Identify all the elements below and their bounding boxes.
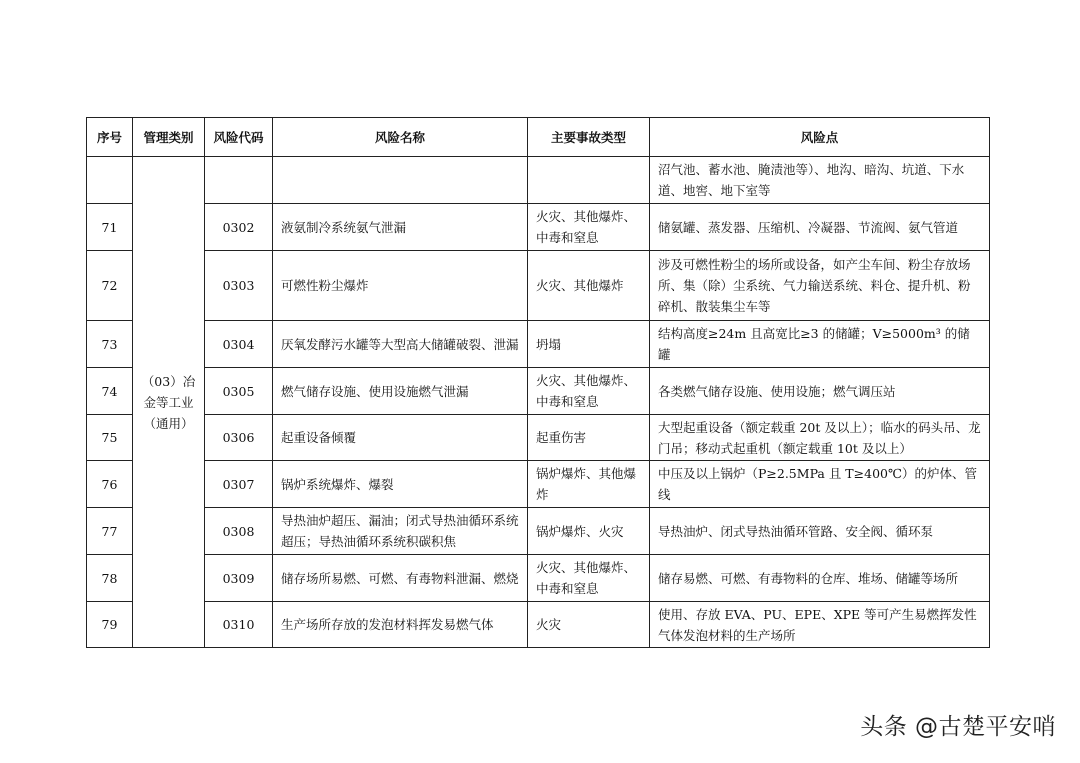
cell-accident-type: 起重伤害	[528, 415, 650, 461]
cell-risk-points: 使用、存放 EVA、PU、EPE、XPE 等可产生易燃挥发性气体发泡材料的生产场所	[650, 602, 990, 648]
cell-code: 0303	[205, 251, 273, 321]
header-name: 风险名称	[273, 118, 528, 157]
cell-code: 0309	[205, 555, 273, 602]
cell-accident-type: 火灾、其他爆炸、中毒和窒息	[528, 368, 650, 415]
cell-category: （03）冶 金等工业 （通用）	[133, 157, 205, 648]
table-row	[87, 321, 990, 368]
cell-code	[205, 157, 273, 204]
cell-risk-points: 储氨罐、蒸发器、压缩机、冷凝器、节流阀、氨气管道	[650, 204, 990, 251]
cell-num: 73	[87, 321, 133, 368]
cell-accident-type: 锅炉爆炸、火灾	[528, 508, 650, 555]
cell-accident-type: 火灾、其他爆炸、中毒和窒息	[528, 555, 650, 602]
table-row	[87, 555, 990, 602]
cell-name: 导热油炉超压、漏油；闭式导热油循环系统超压；导热油循环系统积碳积焦	[273, 508, 528, 555]
risk-table	[86, 117, 990, 648]
cell-code: 0307	[205, 461, 273, 508]
cell-risk-points: 涉及可燃性粉尘的场所或设备，如产尘车间、粉尘存放场所、集（除）尘系统、气力输送系统、料仓、提升机、粉碎机、散装集尘车等	[650, 251, 990, 321]
cell-name: 起重设备倾覆	[273, 415, 528, 461]
cell-risk-points: 各类燃气储存设施、使用设施；燃气调压站	[650, 368, 990, 415]
cell-num: 74	[87, 368, 133, 415]
cell-num: 78	[87, 555, 133, 602]
table-row	[87, 415, 990, 461]
cell-code: 0305	[205, 368, 273, 415]
cell-num: 75	[87, 415, 133, 461]
cell-risk-points: 沼气池、蓄水池、腌渍池等）、地沟、暗沟、坑道、下水道、地窖、地下室等	[650, 157, 990, 204]
cell-num: 71	[87, 204, 133, 251]
cell-name: 可燃性粉尘爆炸	[273, 251, 528, 321]
cell-accident-type: 火灾、其他爆炸、中毒和窒息	[528, 204, 650, 251]
cell-accident-type: 火灾	[528, 602, 650, 648]
header-num: 序号	[87, 118, 133, 157]
cell-num: 72	[87, 251, 133, 321]
table-row	[87, 368, 990, 415]
cell-name: 锅炉系统爆炸、爆裂	[273, 461, 528, 508]
cell-name: 储存场所易燃、可燃、有毒物料泄漏、燃烧	[273, 555, 528, 602]
cell-num: 77	[87, 508, 133, 555]
cell-accident-type: 坍塌	[528, 321, 650, 368]
cell-accident-type: 火灾、其他爆炸	[528, 251, 650, 321]
cell-name: 生产场所存放的发泡材料挥发易燃气体	[273, 602, 528, 648]
table-row	[87, 602, 990, 648]
cell-risk-points: 大型起重设备（额定载重 20t 及以上）；临水的码头吊、龙门吊；移动式起重机（额定载重 10t 及以上）	[650, 415, 990, 461]
header-code: 风险代码	[205, 118, 273, 157]
cell-risk-points: 中压及以上锅炉（P≥2.5MPa 且 T≥400℃）的炉体、管线	[650, 461, 990, 508]
table-row	[87, 204, 990, 251]
cell-num: 76	[87, 461, 133, 508]
cell-name: 燃气储存设施、使用设施燃气泄漏	[273, 368, 528, 415]
table-row	[87, 508, 990, 555]
cell-accident-type	[528, 157, 650, 204]
header-risk-points: 风险点	[650, 118, 990, 157]
header-category: 管理类别	[133, 118, 205, 157]
cell-name: 厌氧发酵污水罐等大型高大储罐破裂、泄漏	[273, 321, 528, 368]
header-row	[87, 118, 990, 157]
cell-accident-type: 锅炉爆炸、其他爆炸	[528, 461, 650, 508]
table-row	[87, 157, 990, 204]
cell-code: 0304	[205, 321, 273, 368]
table-row	[87, 461, 990, 508]
cell-code: 0306	[205, 415, 273, 461]
header-accident-type: 主要事故类型	[528, 118, 650, 157]
cell-risk-points: 储存易燃、可燃、有毒物料的仓库、堆场、储罐等场所	[650, 555, 990, 602]
cell-risk-points: 导热油炉、闭式导热油循环管路、安全阀、循环泵	[650, 508, 990, 555]
cell-num: 79	[87, 602, 133, 648]
table-row	[87, 251, 990, 321]
cell-risk-points: 结构高度≥24m 且高宽比≥3 的储罐；V≥5000m³ 的储罐	[650, 321, 990, 368]
cell-code: 0302	[205, 204, 273, 251]
cell-code: 0310	[205, 602, 273, 648]
cell-code: 0308	[205, 508, 273, 555]
source-watermark: 头条 @古楚平安哨	[860, 714, 1056, 740]
cell-num	[87, 157, 133, 204]
cell-name: 液氨制冷系统氨气泄漏	[273, 204, 528, 251]
cell-name	[273, 157, 528, 204]
